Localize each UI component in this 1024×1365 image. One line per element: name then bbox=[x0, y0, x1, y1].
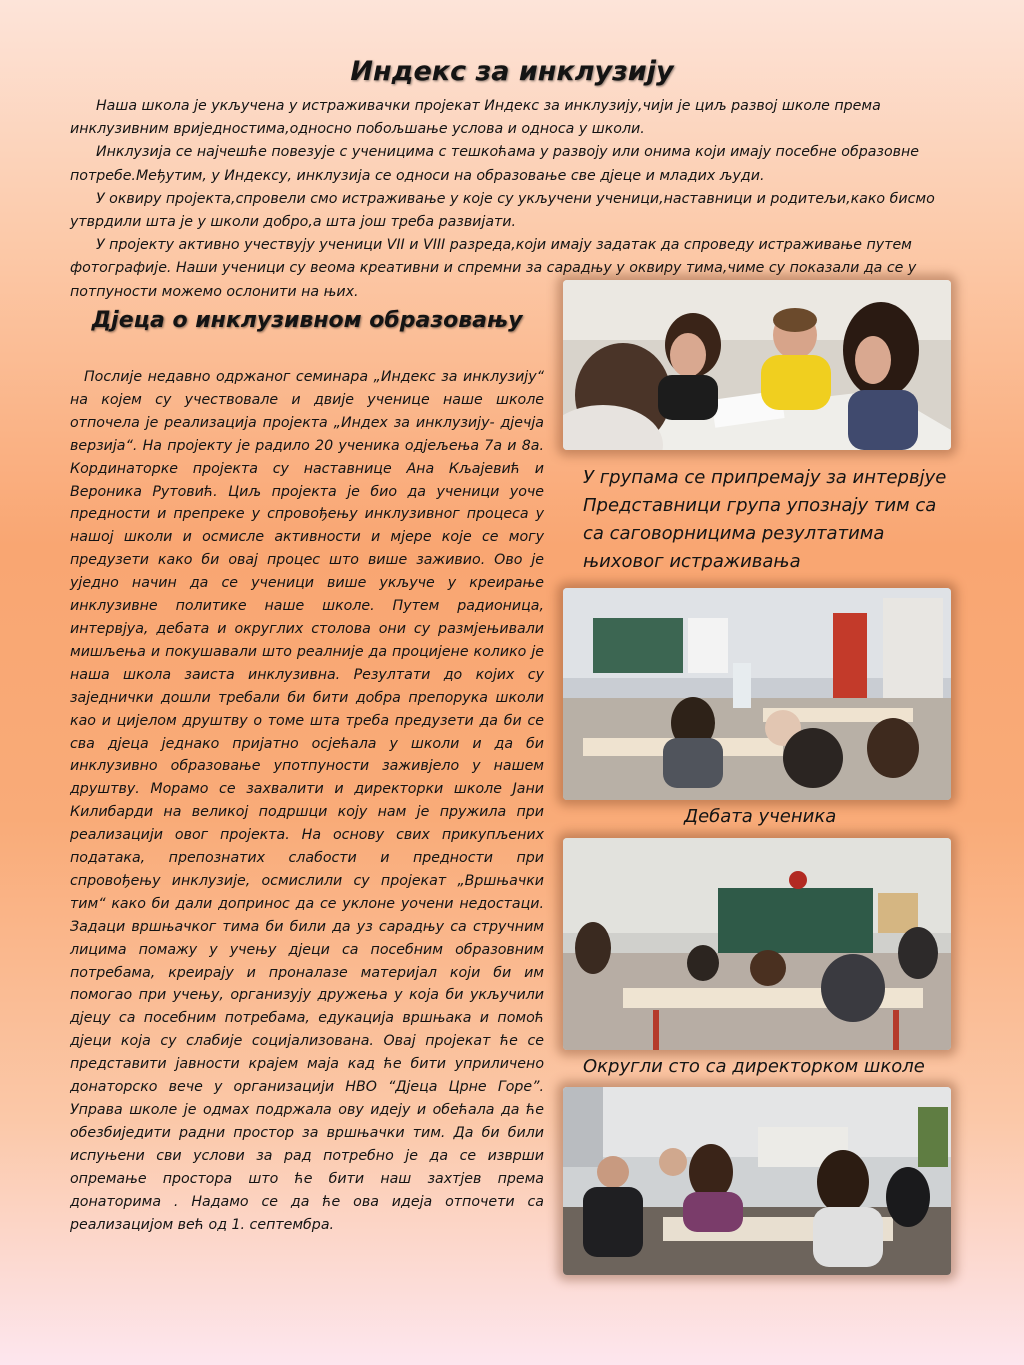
intro-paragraph: Наша школа је укључена у истраживачки пројекат Индекс за инклузију,чији је циљ развој школе према инклузивним вриједностима,односно побољшање услова и односа у школи. bbox=[70, 98, 881, 138]
article-body: Послије недавно одржаног семинара „Индекс за инклузију“ на којем су учествовале и двије ученице наше школе отпочела је реализација пројекта „Индех за инклузију- дјечја верзија“. На пројекту је радило 20 ученика одјељења 7а и 8а. Кординаторке пројекта су наставнице Ана Кљајевић и Вероника Рутовић. Циљ пројекта је био да ученици уоче предности и препреке у спровођењу инклузивног процеса у нашој школи и осмисле активности и мјере које се могу предузети како би овај процес што више заживио. Ово је уједно начин да се ученици више укључе у креирање инклузивне политике наше школе. Путем радионица, интервјуа, дебата и округлих столова они су размјењивали мишљења и покушавали што реалније да процијене колико је наша школа заиста инклузивна. Резултати до којих су заједнички дошли требали би бити добра препорука школи као и цијелом друштву о томе шта треба предузети да би се сва дјеца једнако пријатно осјећала у школи и да би инклузивно образовање употпуности заживјело у нашем друштву. Морамо се захвалити и директорки школе Јани Килибарди на великој подршци коју нам је пружила при реализацији овог пројекта. На основу свих прикупљених података, препознатих слабости и предности при спровођењу инклузије, осмислили су пројекат „Вршњачки тим“ како би дали допринос да се уклоне уочени недостаци. Задаци вршњачког тима би били да уз сарадњу са стручним лицима помажу у учењу дјеци са посебним образовним потребама, креирају и проналазе материјал који би им помогао при учењу, организују дружења у која би укључили дјецу са посебним потребама, едукација вршњака и помоћ дјеци која су слабије социјализована. Овај пројекат ће се представити јавности крајем маја кад ће бити уприличено донаторско вече у организацији НВО “Дјеца Црне Горе”. Управа школе је одмах подржала ову идеју и обећала да ће обезбиједити радни простор за вршњачки тим. Да би били испуњени сви услови за рад потребно је да се изврши опремање простора што ће бити наш захтјев према донаторима . Надамо се да ће ова идеја отпочети са реализацијом већ од 1. септембра. bbox=[70, 369, 544, 1233]
intro-paragraph: У оквиру пројекта,спровели смо истраживање у које су укључени ученици,наставници и родитељи,како бисмо утврдили шта је у школи добро,а шта још треба развијати. bbox=[70, 190, 935, 231]
group-work-photo bbox=[563, 280, 951, 450]
round-table-photo bbox=[563, 838, 951, 1050]
debate-photo bbox=[563, 588, 951, 800]
intro-section bbox=[70, 95, 954, 304]
page-title: Индекс за инклузију bbox=[350, 56, 674, 87]
photo-caption: У групама се припремају за интервјуе Представници група упознају тим са са саговорницима резултатима њиховог истраживања bbox=[583, 467, 947, 572]
section-heading: Дјеца о инклузивном образовању bbox=[91, 308, 523, 333]
students-photo bbox=[563, 1087, 951, 1275]
intro-paragraph: У пројекту активно учествују ученици VII и VIII разреда,који имају задатак да спроведу истраживање путем фотографије. Наши ученици су веома креативни и спремни за сарадњу у оквиру тима,чиме су показали да се у потпуности можемо ослонити на њих. bbox=[70, 237, 917, 300]
photo-caption: Округли сто са директорком школе bbox=[583, 1056, 925, 1077]
photo-caption: Дебата ученика bbox=[684, 806, 837, 827]
intro-paragraph: Инклузија се најчешће повезује с ученицима с тешкоћама у развоју или онима који имају посебне образовне потребе.Међутим, у Индексу, инклузија се односи на образовање све дјеце и младих људи. bbox=[70, 144, 920, 184]
